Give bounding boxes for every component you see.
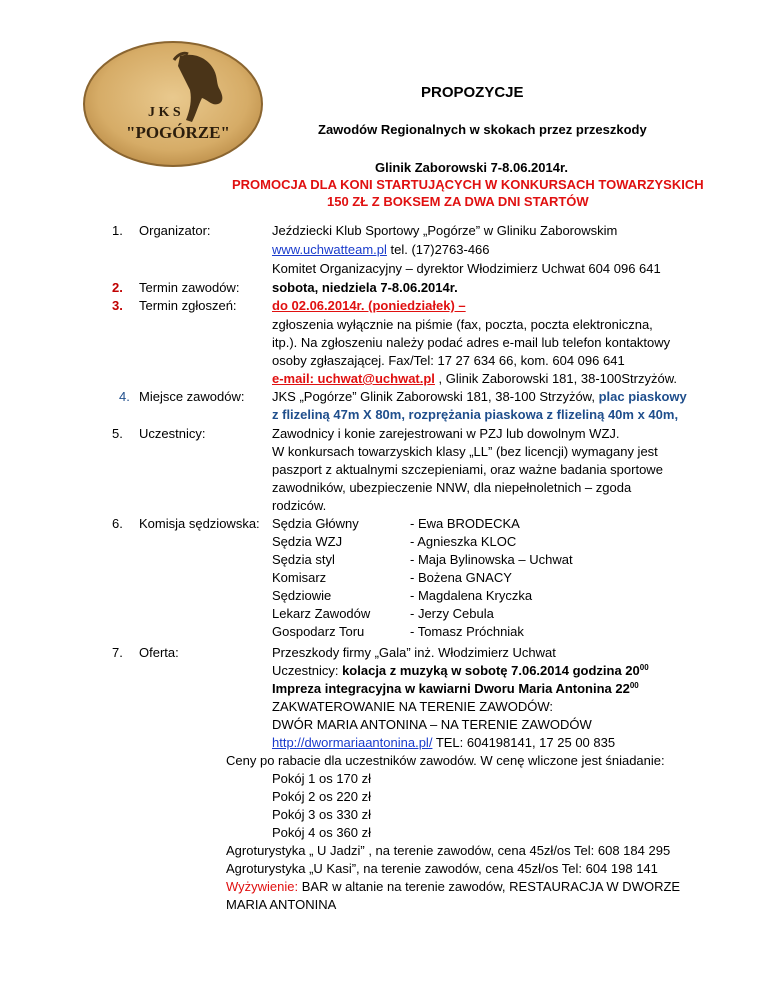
agrotourism-2: Agroturystyka „U Kasi”, na terenie zawodów, cena 45zł/os Tel: 604 198 141: [226, 861, 658, 876]
entry-email-link[interactable]: e-mail: uchwat@uchwat.pl: [272, 371, 435, 386]
price-note: Ceny po rabacie dla uczestników zawodów. W cenę wliczone jest śniadanie:: [226, 753, 665, 768]
section-7-number: 7.: [112, 645, 123, 660]
offer-party-text: Impreza integracyjna w kawiarni Dworu Maria Antonina 22: [272, 681, 630, 696]
participants-line-5: rodziców.: [272, 498, 327, 513]
judge-name: - Agnieszka KLOC: [410, 534, 517, 549]
section-5-label: Uczestnicy:: [139, 426, 206, 441]
venue-arena: plac piaskowy: [598, 389, 687, 404]
organizer-contact: [272, 241, 490, 259]
section-1-label: Organizator:: [139, 223, 211, 238]
page-title: PROPOZYCJE: [421, 84, 524, 101]
judge-name: - Magdalena Kryczka: [410, 588, 533, 603]
section-5-number: 5.: [112, 426, 123, 441]
judge-role: Komisarz: [272, 570, 327, 585]
entry-info-line-2: itp.). Na zgłoszeniu należy podać adres e-mail lub telefon kontaktowy: [272, 335, 671, 350]
offer-dinner-prefix: Uczestnicy:: [272, 663, 343, 678]
judge-name: - Jerzy Cebula: [410, 606, 494, 621]
entry-email-line: [272, 370, 677, 388]
organizer-website-link[interactable]: www.uchwatteam.pl: [272, 242, 387, 257]
accommodation-heading: ZAKWATEROWANIE NA TERENIE ZAWODÓW:: [272, 699, 553, 714]
offer-party: [272, 680, 639, 698]
accommodation-phone: TEL: 604198141, 17 25 00 835: [432, 735, 616, 750]
entry-address: , Glinik Zaborowski 181, 38-100Strzyżów.: [434, 371, 677, 386]
entry-deadline: do 02.06.2014r. (poniedziałek) –: [272, 298, 466, 313]
organizing-committee: Komitet Organizacyjny – dyrektor Włodzimierz Uchwat 604 096 641: [272, 261, 661, 276]
svg-text:"POGÓRZE": "POGÓRZE": [126, 123, 230, 142]
venue-line-1: [272, 388, 687, 406]
judge-name: - Bożena GNACY: [410, 570, 512, 585]
participants-line-3: paszport z aktualnymi szczepieniami, oraz ważne badania sportowe: [272, 462, 663, 477]
offer-obstacles: Przeszkody firmy „Gala” inż. Włodzimierz Uchwat: [272, 645, 556, 660]
svg-text:J K S: J K S: [148, 105, 181, 120]
section-1-number: 1.: [112, 223, 123, 238]
accommodation-venue: DWÓR MARIA ANTONINA – NA TERENIE ZAWODÓW: [272, 717, 592, 732]
organizer-phone: tel. (17)2763-466: [386, 242, 490, 257]
offer-dinner: [272, 662, 649, 680]
accommodation-website-link[interactable]: http://dwormariaantonina.pl/: [272, 735, 433, 750]
club-logo: [82, 40, 264, 168]
accommodation-contact: [272, 734, 615, 752]
offer-dinner-time-sup: 00: [639, 663, 649, 672]
promo-line-2: 150 ZŁ Z BOKSEM ZA DWA DNI STARTÓW: [327, 194, 589, 209]
event-dates: sobota, niedziela 7-8.06.2014r.: [272, 280, 458, 295]
section-4-number: 4.: [119, 389, 130, 404]
judge-name: - Ewa BRODECKA: [410, 516, 520, 531]
offer-dinner-text: kolacja z muzyką w sobotę 7.06.2014 godzina 20: [342, 663, 640, 678]
section-7-label: Oferta:: [139, 645, 179, 660]
participants-line-2: W konkursach towarzyskich klasy „LL” (bez licencji) wymagany jest: [272, 444, 658, 459]
catering-line-2: MARIA ANTONINA: [226, 897, 337, 912]
section-6-number: 6.: [112, 516, 123, 531]
section-3-label: Termin zgłoszeń:: [139, 298, 237, 313]
organizer-line: Jeździecki Klub Sportowy „Pogórze” w Gliniku Zaborowskim: [272, 223, 618, 238]
judge-role: Sędzia Główny: [272, 516, 359, 531]
judge-role: Gospodarz Toru: [272, 624, 365, 639]
room-price: Pokój 4 os 360 zł: [272, 825, 372, 840]
agrotourism-1: Agroturystyka „ U Jadzi” , na terenie zawodów, cena 45zł/os Tel: 608 184 295: [226, 843, 671, 858]
judge-name: - Maja Bylinowska – Uchwat: [410, 552, 573, 567]
entry-info-line-1: zgłoszenia wyłącznie na piśmie (fax, poczta, poczta elektroniczna,: [272, 317, 653, 332]
catering-label: Wyżywienie:: [226, 879, 299, 894]
room-price: Pokój 2 os 220 zł: [272, 789, 372, 804]
entry-info-line-3: osoby zgłaszającej. Fax/Tel: 17 27 634 66, kom. 604 096 641: [272, 353, 625, 368]
room-price: Pokój 1 os 170 zł: [272, 771, 372, 786]
venue-address: JKS „Pogórze” Glinik Zaborowski 181, 38-100 Strzyżów,: [272, 389, 599, 404]
venue-line-2: z flizeliną 47m X 80m, rozprężania piaskowa z flizeliną 40m x 40m,: [272, 407, 679, 422]
judge-role: Sędziowie: [272, 588, 332, 603]
judge-role: Sędzia WZJ: [272, 534, 343, 549]
room-price: Pokój 3 os 330 zł: [272, 807, 372, 822]
promo-line-1: PROMOCJA DLA KONI STARTUJĄCYCH W KONKURSACH TOWARZYSKICH: [232, 177, 704, 192]
participants-line-1: Zawodnicy i konie zarejestrowani w PZJ lub dowolnym WZJ.: [272, 426, 620, 441]
subtitle: Zawodów Regionalnych w skokach przez przeszkody: [318, 122, 647, 137]
section-3-number: 3.: [112, 298, 123, 313]
catering-line: [226, 878, 680, 896]
judge-role: Sędzia styl: [272, 552, 335, 567]
offer-party-time-sup: 00: [629, 681, 639, 690]
participants-line-4: zawodników, ubezpieczenie NNW, dla niepełnoletnich – zgoda: [272, 480, 632, 495]
judge-name: - Tomasz Próchniak: [410, 624, 524, 639]
section-6-label: Komisja sędziowska:: [139, 516, 260, 531]
section-4-label: Miejsce zawodów:: [139, 389, 245, 404]
section-2-number: 2.: [112, 280, 123, 295]
section-2-label: Termin zawodów:: [139, 280, 240, 295]
judge-role: Lekarz Zawodów: [272, 606, 371, 621]
event-line: Glinik Zaborowski 7-8.06.2014r.: [375, 160, 568, 175]
catering-text: BAR w altanie na terenie zawodów, RESTAURACJA W DWORZE: [298, 879, 681, 894]
